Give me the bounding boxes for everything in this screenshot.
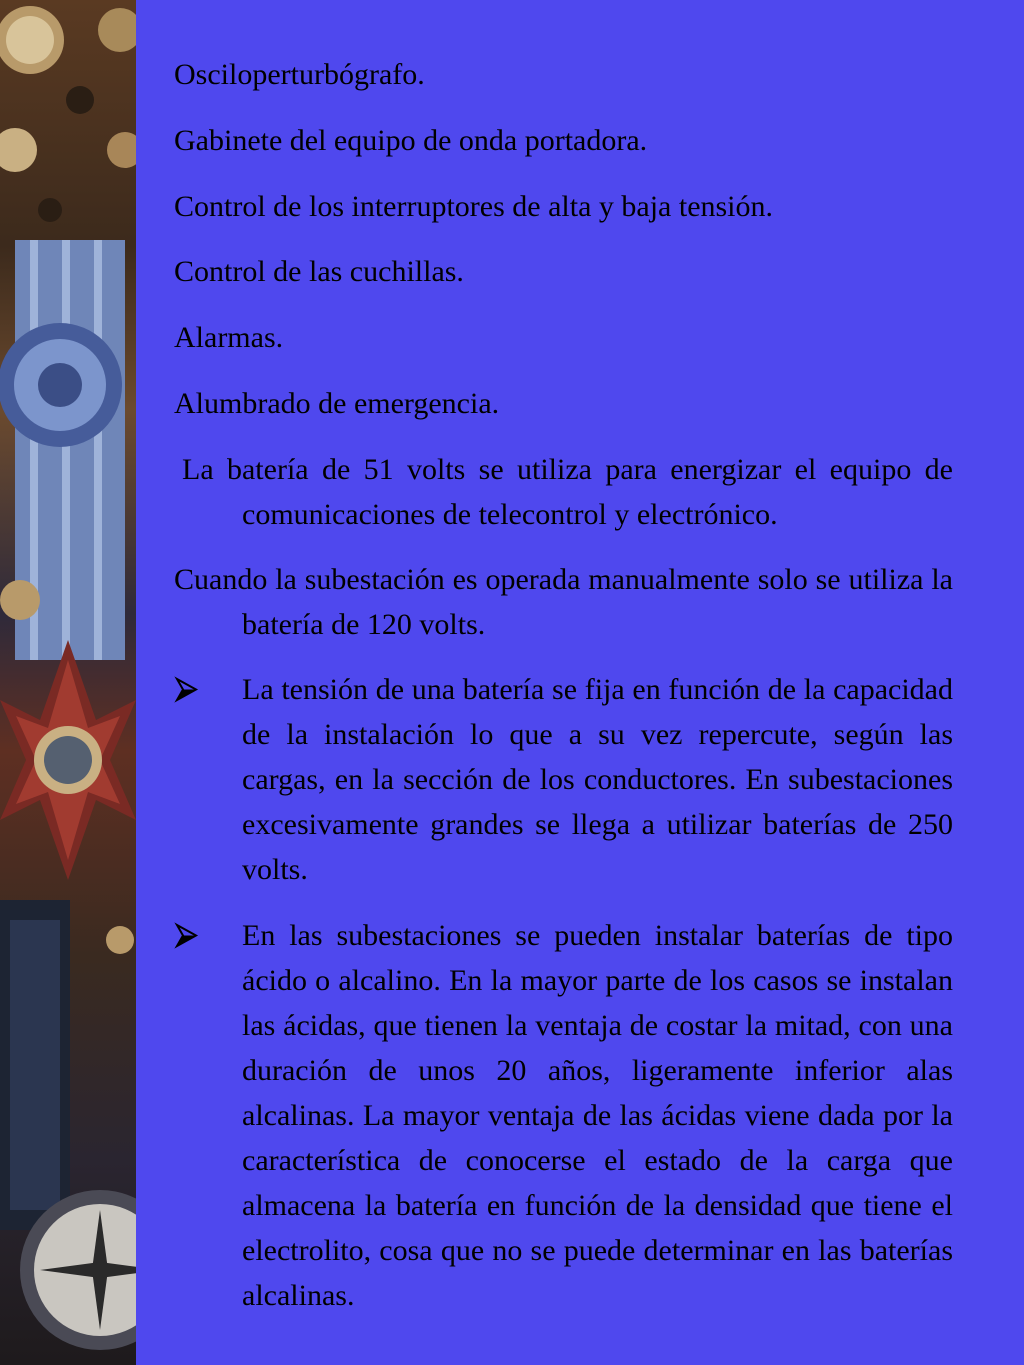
list-line-osciloperturbografo: Osciloperturbógrafo. (174, 58, 425, 91)
decorative-medals-image (0, 0, 136, 1365)
bullet-text-tension: La tensión de una batería se fija en función de la capacidad de la instalación lo que a su vez repercute, según las cargas, en la sección de los conductores. En subestaciones excesivamente grandes se llega a utilizar baterías de 250 volts. (242, 673, 953, 886)
list-line-gabinete: Gabinete del equipo de onda portadora. (174, 124, 648, 157)
list-line-control-cuchillas: Control de las cuchillas. (174, 255, 464, 288)
arrow-bullet-icon (174, 667, 204, 712)
arrow-bullet-icon (174, 913, 204, 958)
paragraph-subestacion-manual: Cuando la subestación es operada manualmente solo se utiliza la batería de 120 volts. (174, 563, 953, 641)
bullet-text-tipos-baterias: En las subestaciones se pueden instalar baterías de tipo ácido o alcalino. En la mayor parte de los casos se instalan las ácidas, que tienen la ventaja de costar la mitad, con una duración de unos 20 años, ligeramente inferior alas alcalinas. La mayor ventaja de las ácidas viene dada por la característica de conocerse el estado de la carga que almacena la batería en función de la densidad que tiene el electrolito, cosa que no se puede determinar en las baterías alcalinas. (242, 919, 953, 1312)
paragraph-bateria-51: La batería de 51 volts se utiliza para energizar el equipo de comunicaciones de telecontrol y electrónico. (182, 453, 953, 531)
list-line-control-interruptores: Control de los interruptores de alta y baja tensión. (174, 190, 774, 223)
list-line-alarmas: Alarmas. (174, 321, 284, 354)
list-line-alumbrado: Alumbrado de emergencia. (174, 387, 500, 420)
